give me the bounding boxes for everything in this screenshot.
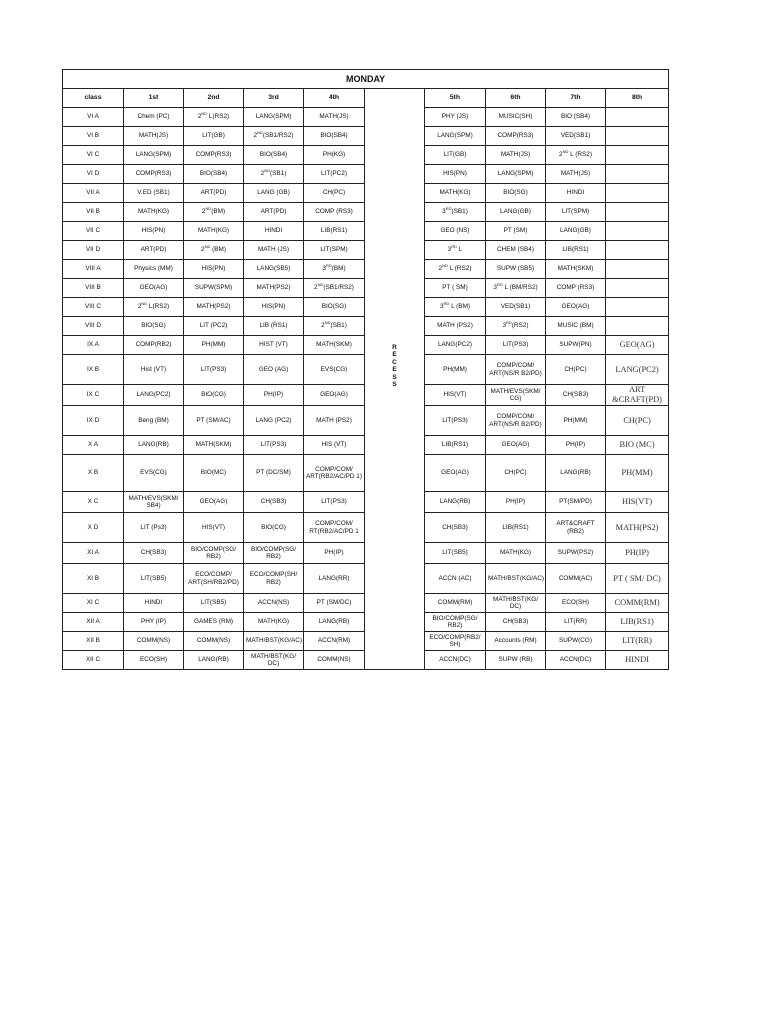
period-cell: ART(PD) [124,241,184,260]
class-cell: IX B [63,355,124,385]
period-cell: HIS(PN) [244,298,304,317]
period-cell: ART&CRAFT (RB2) [546,513,606,543]
period-cell: LANG(SPM) [244,108,304,127]
period-cell: MATH(PS2) [606,513,669,543]
period-cell: PHY (JS) [425,108,486,127]
period-cell: PH(IP) [546,436,606,455]
period-cell: 2ND(SB1) [244,165,304,184]
period-cell: BIO(MC) [184,455,244,492]
period-cell: SUPW (RB) [486,651,546,670]
period-cell: MATH(JS) [304,108,365,127]
class-cell: XI A [63,543,124,564]
period-cell: LIB(RS1) [304,222,365,241]
period-cell: COMP(RS3) [184,146,244,165]
period-cell: COMP/COM/ ART(NS/R B2/PD) [486,406,546,436]
period-cell: LANG(SPM) [486,165,546,184]
period-cell: 3RD L (BM/RS2) [486,279,546,298]
period-cell: MATH(SKM) [546,260,606,279]
period-cell: CH(SB3) [124,543,184,564]
period-cell: MATH/BST(KG/ DC) [486,594,546,613]
period-cell: ART(PD) [244,203,304,222]
period-cell: HIS(PN) [184,260,244,279]
period-cell: COMP/COM/ ART(RB2/AC/PD 1) [304,455,365,492]
period-cell: ACCN(RM) [304,632,365,651]
period-cell: PT (SM/AC) [184,406,244,436]
period-cell: LANG(PC2) [425,336,486,355]
period-cell: PT(SM/PD) [546,492,606,513]
period-cell: BIO(SB4) [304,127,365,146]
class-cell: VIII C [63,298,124,317]
period-cell: BIO(SG) [486,184,546,203]
period-cell: LANG(SB5) [244,260,304,279]
timetable-body [63,89,669,670]
period-cell: CH(PC) [606,406,669,436]
period-cell: COMP/COM/ RT(RB2/AC/PD 1 [304,513,365,543]
period-cell: HIS (VT) [304,436,365,455]
period-cell: LIT (PC2) [184,317,244,336]
period-cell: Physics (MM) [124,260,184,279]
period-cell: PH(MM) [184,336,244,355]
period-cell: LIB(RS1) [546,241,606,260]
period-cell: COMP (RS3) [546,279,606,298]
class-cell: IX D [63,406,124,436]
period-cell [606,222,669,241]
period-cell: LANG(PC2) [124,385,184,406]
period-cell: 2ND(SB1) [304,317,365,336]
header-2nd: 2nd [184,89,244,108]
period-cell: LANG(PC2) [606,355,669,385]
period-cell: PH(MM) [606,455,669,492]
header-3rd: 3rd [244,89,304,108]
class-cell: XII A [63,613,124,632]
period-cell: GAMES (RM) [184,613,244,632]
period-cell: LIT(GB) [425,146,486,165]
period-cell: HINDI [124,594,184,613]
period-cell: MATH (PS2) [304,406,365,436]
class-cell: XII C [63,651,124,670]
period-cell: MATH(PS2) [184,298,244,317]
period-cell [606,127,669,146]
period-cell: GEO(AG) [606,336,669,355]
period-cell: 3RD L [425,241,486,260]
period-cell: Accounts (RM) [486,632,546,651]
period-cell: LIT(SPM) [546,203,606,222]
period-cell: SUPW(SPM) [184,279,244,298]
period-cell: LANG(SPM) [124,146,184,165]
header-4th: 4th [304,89,365,108]
period-cell: LANG(RR) [304,564,365,594]
period-cell: V.ED (SB1) [124,184,184,203]
period-cell: Hist (VT) [124,355,184,385]
class-cell: VIII B [63,279,124,298]
period-cell: MATH(KG) [244,613,304,632]
period-cell: GEO(AG) [124,279,184,298]
period-cell: LIB(RS1) [486,513,546,543]
period-cell: ART &CRAFT(PD) [606,385,669,406]
period-cell: HINDI [546,184,606,203]
period-cell: 3RD(SB1) [425,203,486,222]
period-cell: SUPW(PS2) [546,543,606,564]
period-cell: LIT(SB5) [124,564,184,594]
period-cell: LIT(SB5) [184,594,244,613]
period-cell: LIT(PS3) [184,355,244,385]
period-cell: LANG (PC2) [244,406,304,436]
period-cell: CH(PC) [546,355,606,385]
period-cell: MATH(JS) [486,146,546,165]
period-cell: ECO(SH) [124,651,184,670]
period-cell: CH(SB3) [546,385,606,406]
period-cell: LIT(GB) [184,127,244,146]
class-cell: VI A [63,108,124,127]
period-cell: CH(PC) [304,184,365,203]
period-cell: PT (SM) [486,222,546,241]
recess-letter: E [392,351,397,359]
period-cell: ACCN(DC) [546,651,606,670]
period-cell: LIB (RS1) [244,317,304,336]
period-cell: LANG(GB) [486,203,546,222]
period-cell: PHY (IP) [124,613,184,632]
class-cell: X D [63,513,124,543]
period-cell: GEO(AG) [486,436,546,455]
class-cell: X A [63,436,124,455]
period-cell: 3RD(BM) [304,260,365,279]
period-cell: PT ( SM/ DC) [606,564,669,594]
recess-letter: C [392,358,397,366]
period-cell: GEO(AG) [304,385,365,406]
period-cell: MATH(KG) [486,543,546,564]
period-cell: BIO(SB4) [184,165,244,184]
period-cell: COMM(NS) [304,651,365,670]
period-cell: LIT(PC2) [304,165,365,184]
class-cell: X C [63,492,124,513]
period-cell: LANG(RB) [124,436,184,455]
recess-letter: S [392,381,397,389]
period-cell: LIT(PS3) [244,436,304,455]
recess-letter: R [392,344,397,351]
period-cell: MATH(KG) [184,222,244,241]
period-cell: MATH/EVS(SKM/ CG) [486,385,546,406]
period-cell: MUSIC (BM) [546,317,606,336]
period-cell: EVS(CG) [124,455,184,492]
period-cell: PH(MM) [425,355,486,385]
period-cell: GEO (AG) [244,355,304,385]
period-cell: COMP(RS3) [486,127,546,146]
class-cell: VII C [63,222,124,241]
period-cell: GEO(AG) [184,492,244,513]
period-cell: PT (DC/SM) [244,455,304,492]
period-cell: EVS(CG) [304,355,365,385]
period-cell: LANG(SPM) [425,127,486,146]
period-cell: MATH (PS2) [425,317,486,336]
period-cell [606,260,669,279]
period-cell: COMM(NS) [184,632,244,651]
period-cell: LANG (GB) [244,184,304,203]
period-cell [606,279,669,298]
period-cell: MATH(SKM) [184,436,244,455]
period-cell: ART(PD) [184,184,244,203]
period-cell: ACCN (AC) [425,564,486,594]
class-cell: VI C [63,146,124,165]
period-cell: 2ND(SB1/RS2) [304,279,365,298]
period-cell [606,298,669,317]
period-cell: LIT(PS3) [304,492,365,513]
period-cell: BIO (SB4) [546,108,606,127]
period-cell: GEO(AG) [546,298,606,317]
period-cell: HIS(PN) [425,165,486,184]
period-cell: CHEM (SB4) [486,241,546,260]
period-cell: HIS(VT) [425,385,486,406]
period-cell: SUPW (SB5) [486,260,546,279]
timetable [62,69,669,670]
period-cell: PH(IP) [304,543,365,564]
recess-letter: E [392,366,397,374]
period-cell: COMP(RB2) [124,336,184,355]
period-cell: MATH/BST(KG/AC) [486,564,546,594]
period-cell: ECO(SH) [546,594,606,613]
header-8th: 8th [606,89,669,108]
class-cell: XI C [63,594,124,613]
period-cell: BIO/COMP(SG/ RB2) [425,613,486,632]
period-cell: HIS(PN) [124,222,184,241]
period-cell: BIO/COMP(SG/ RB2) [244,543,304,564]
period-cell: MUSIC(SH) [486,108,546,127]
header-row [63,89,669,108]
period-cell: 3RD(RS2) [486,317,546,336]
period-cell: LIT(PS3) [425,406,486,436]
period-cell: ACCN(NS) [244,594,304,613]
period-cell: VED(SB1) [486,298,546,317]
period-cell: MATH/BST(KG/AC) [244,632,304,651]
period-cell: LANG(RB) [546,455,606,492]
period-cell: LIT(RR) [546,613,606,632]
period-cell: MATH(KG) [124,203,184,222]
period-cell: 2ND L (RS2) [425,260,486,279]
class-cell: VII A [63,184,124,203]
period-cell: BIO/COMP(SG/ RB2) [184,543,244,564]
period-cell: LIT(RR) [606,632,669,651]
period-cell: LANG(RB) [184,651,244,670]
header-5th: 5th [425,89,486,108]
period-cell: HINDI [244,222,304,241]
period-cell: GEO(AG) [425,455,486,492]
period-cell: BIO (MC) [606,436,669,455]
class-cell: XII B [63,632,124,651]
period-cell: PH(IP) [606,543,669,564]
period-cell: LIT(SPM) [304,241,365,260]
class-cell: VI D [63,165,124,184]
period-cell: ECO/COMP/ ART(SH/RB2/PD) [184,564,244,594]
period-cell: CH(SB3) [486,613,546,632]
period-cell: LIT (Ps3) [124,513,184,543]
period-cell: 2ND L(RS2) [124,298,184,317]
period-cell: GEO (NS) [425,222,486,241]
period-cell: ECO/COMP(SH/ RB2) [244,564,304,594]
period-cell: COMP/COM/ ART(NS/R B2/PD) [486,355,546,385]
class-cell: VII D [63,241,124,260]
period-cell: MATH/EVS(SKM/ SB4) [124,492,184,513]
header-7th: 7th [546,89,606,108]
period-cell: HINDI [606,651,669,670]
period-cell: ECO/COMP(RB2/ SH) [425,632,486,651]
class-cell: XI B [63,564,124,594]
class-cell: IX C [63,385,124,406]
period-cell: BIO(SG) [304,298,365,317]
period-cell: BIO(CG) [244,513,304,543]
period-cell [606,108,669,127]
period-cell [606,165,669,184]
period-cell: LANG(RB) [304,613,365,632]
period-cell: COMM(RM) [606,594,669,613]
period-cell: COMP(RS3) [124,165,184,184]
header-1st: 1st [124,89,184,108]
period-cell: HIS(VT) [606,492,669,513]
class-cell: VIII A [63,260,124,279]
period-cell: CH(SB3) [425,513,486,543]
period-cell: CH(PC) [486,455,546,492]
class-cell: X B [63,455,124,492]
period-cell: MATH(SKM) [304,336,365,355]
period-cell: PH(IP) [486,492,546,513]
period-cell [606,241,669,260]
period-cell: 2ND (BM) [184,241,244,260]
period-cell: SUPW(CG) [546,632,606,651]
period-cell: LANG(GB) [546,222,606,241]
period-cell: LIT(PS3) [486,336,546,355]
period-cell: 2ND(SB1/RS2) [244,127,304,146]
period-cell: Chem (PC) [124,108,184,127]
period-cell: VED(SB1) [546,127,606,146]
period-cell: LIT(SB5) [425,543,486,564]
period-cell: MATH (JS) [244,241,304,260]
class-cell: VIII D [63,317,124,336]
period-cell: BIO(SB4) [244,146,304,165]
period-cell: COMM(RM) [425,594,486,613]
period-cell: PH(IP) [244,385,304,406]
period-cell: MATH(PS2) [244,279,304,298]
timetable-title: MONDAY [63,70,669,89]
period-cell: CH(SB3) [244,492,304,513]
period-cell: 2ND L(RS2) [184,108,244,127]
period-cell: 2ND L (RS2) [546,146,606,165]
period-cell: COMM(AC) [546,564,606,594]
period-cell: 3RD L (BM) [425,298,486,317]
class-cell: VII B [63,203,124,222]
period-cell: 2ND(BM) [184,203,244,222]
class-cell: IX A [63,336,124,355]
period-cell: MATH(KG) [425,184,486,203]
period-cell [606,146,669,165]
period-cell: LANG(RB) [425,492,486,513]
period-cell: PT (SM/DC) [304,594,365,613]
period-cell: BIO(CG) [184,385,244,406]
period-cell: MATH/BST(KG/ DC) [244,651,304,670]
period-cell: BIO(SG) [124,317,184,336]
class-cell: VI B [63,127,124,146]
period-cell [606,203,669,222]
recess-column [365,89,425,670]
header-class: class [63,89,124,108]
period-cell: COMP (RS3) [304,203,365,222]
period-cell: PH(MM) [546,406,606,436]
period-cell: HIS(VT) [184,513,244,543]
period-cell: HIST (VT) [244,336,304,355]
period-cell: ACCN(DC) [425,651,486,670]
period-cell: Beng (BM) [124,406,184,436]
period-cell [606,317,669,336]
period-cell [606,184,669,203]
period-cell: MATH(JS) [124,127,184,146]
header-6th: 6th [486,89,546,108]
recess-letter: S [392,373,397,381]
period-cell: PT ( SM) [425,279,486,298]
period-cell: MATH(JS) [546,165,606,184]
period-cell: LIB(RS1) [606,613,669,632]
period-cell: SUPW(PN) [546,336,606,355]
period-cell: LIB(RS1) [425,436,486,455]
period-cell: COMM(NS) [124,632,184,651]
period-cell: PH(KG) [304,146,365,165]
